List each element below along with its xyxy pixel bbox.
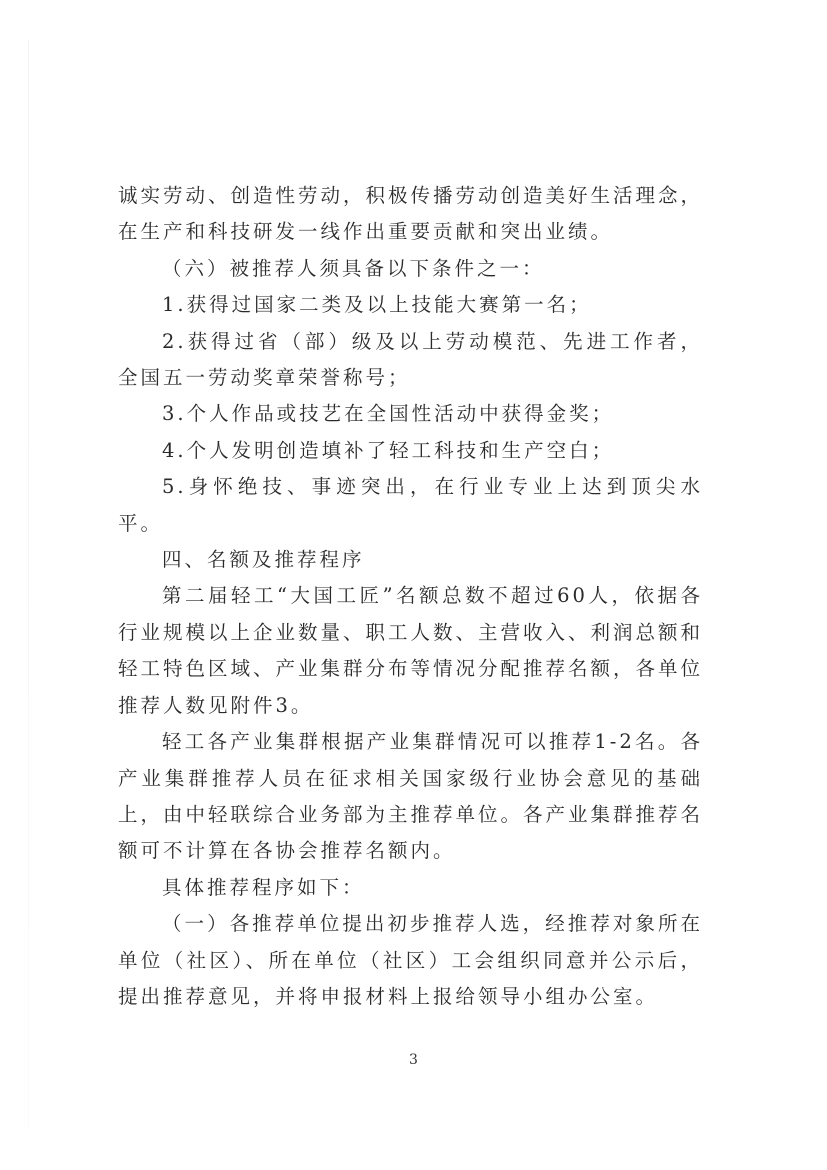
scan-edge-shadow [28, 40, 29, 1130]
list-item: 2.获得过省（部）级及以上劳动模范、先进工作者，全国五一劳动奖章荣誉称号； [118, 329, 703, 390]
paragraph: （六）被推荐人须具备以下条件之一： [162, 256, 545, 280]
section-heading: 四、名额及推荐程序 [162, 548, 365, 572]
page-number: 3 [409, 1052, 418, 1068]
paragraph: 诚实劳动、创造性劳动，积极传播劳动创造美好生活理念，在生产和科技研发一线作出重要贡献和突出业绩。 [118, 184, 704, 244]
paragraph: （一）各推荐单位提出初步推荐人选，经推荐对象所在单位（社区）、所在单位（社区）工会组织同意并公示后，提出推荐意见，并将申报材料上报给领导小组办公室。 [118, 912, 703, 1008]
list-item: 4.个人发明创造填补了轻工科技和生产空白； [162, 438, 615, 462]
paragraph: 具体推荐程序如下： [162, 875, 365, 899]
list-item: 5.身怀绝技、事迹突出，在行业专业上达到顶尖水平。 [118, 475, 703, 535]
list-item: 1.获得过国家二类及以上技能大赛第一名； [162, 293, 592, 317]
paragraph: 第二届轻工“大国工匠”名额总数不超过60人，依据各行业规模以上企业数量、职工人数、主营收入、利润总额和轻工特色区域、产业集群分布等情况分配推荐名额，各单位推荐人数见附件3。 [118, 584, 704, 717]
document-body [118, 178, 703, 1015]
list-item: 3.个人作品或技艺在全国性活动中获得金奖； [162, 402, 615, 426]
paragraph: 轻工各产业集群根据产业集群情况可以推荐1-2名。各产业集群推荐人员在征求相关国家级行业协会意见的基础上，由中轻联综合业务部为主推荐单位。各产业集群推荐名额可不计算在各协会推荐名额内。 [118, 730, 704, 863]
